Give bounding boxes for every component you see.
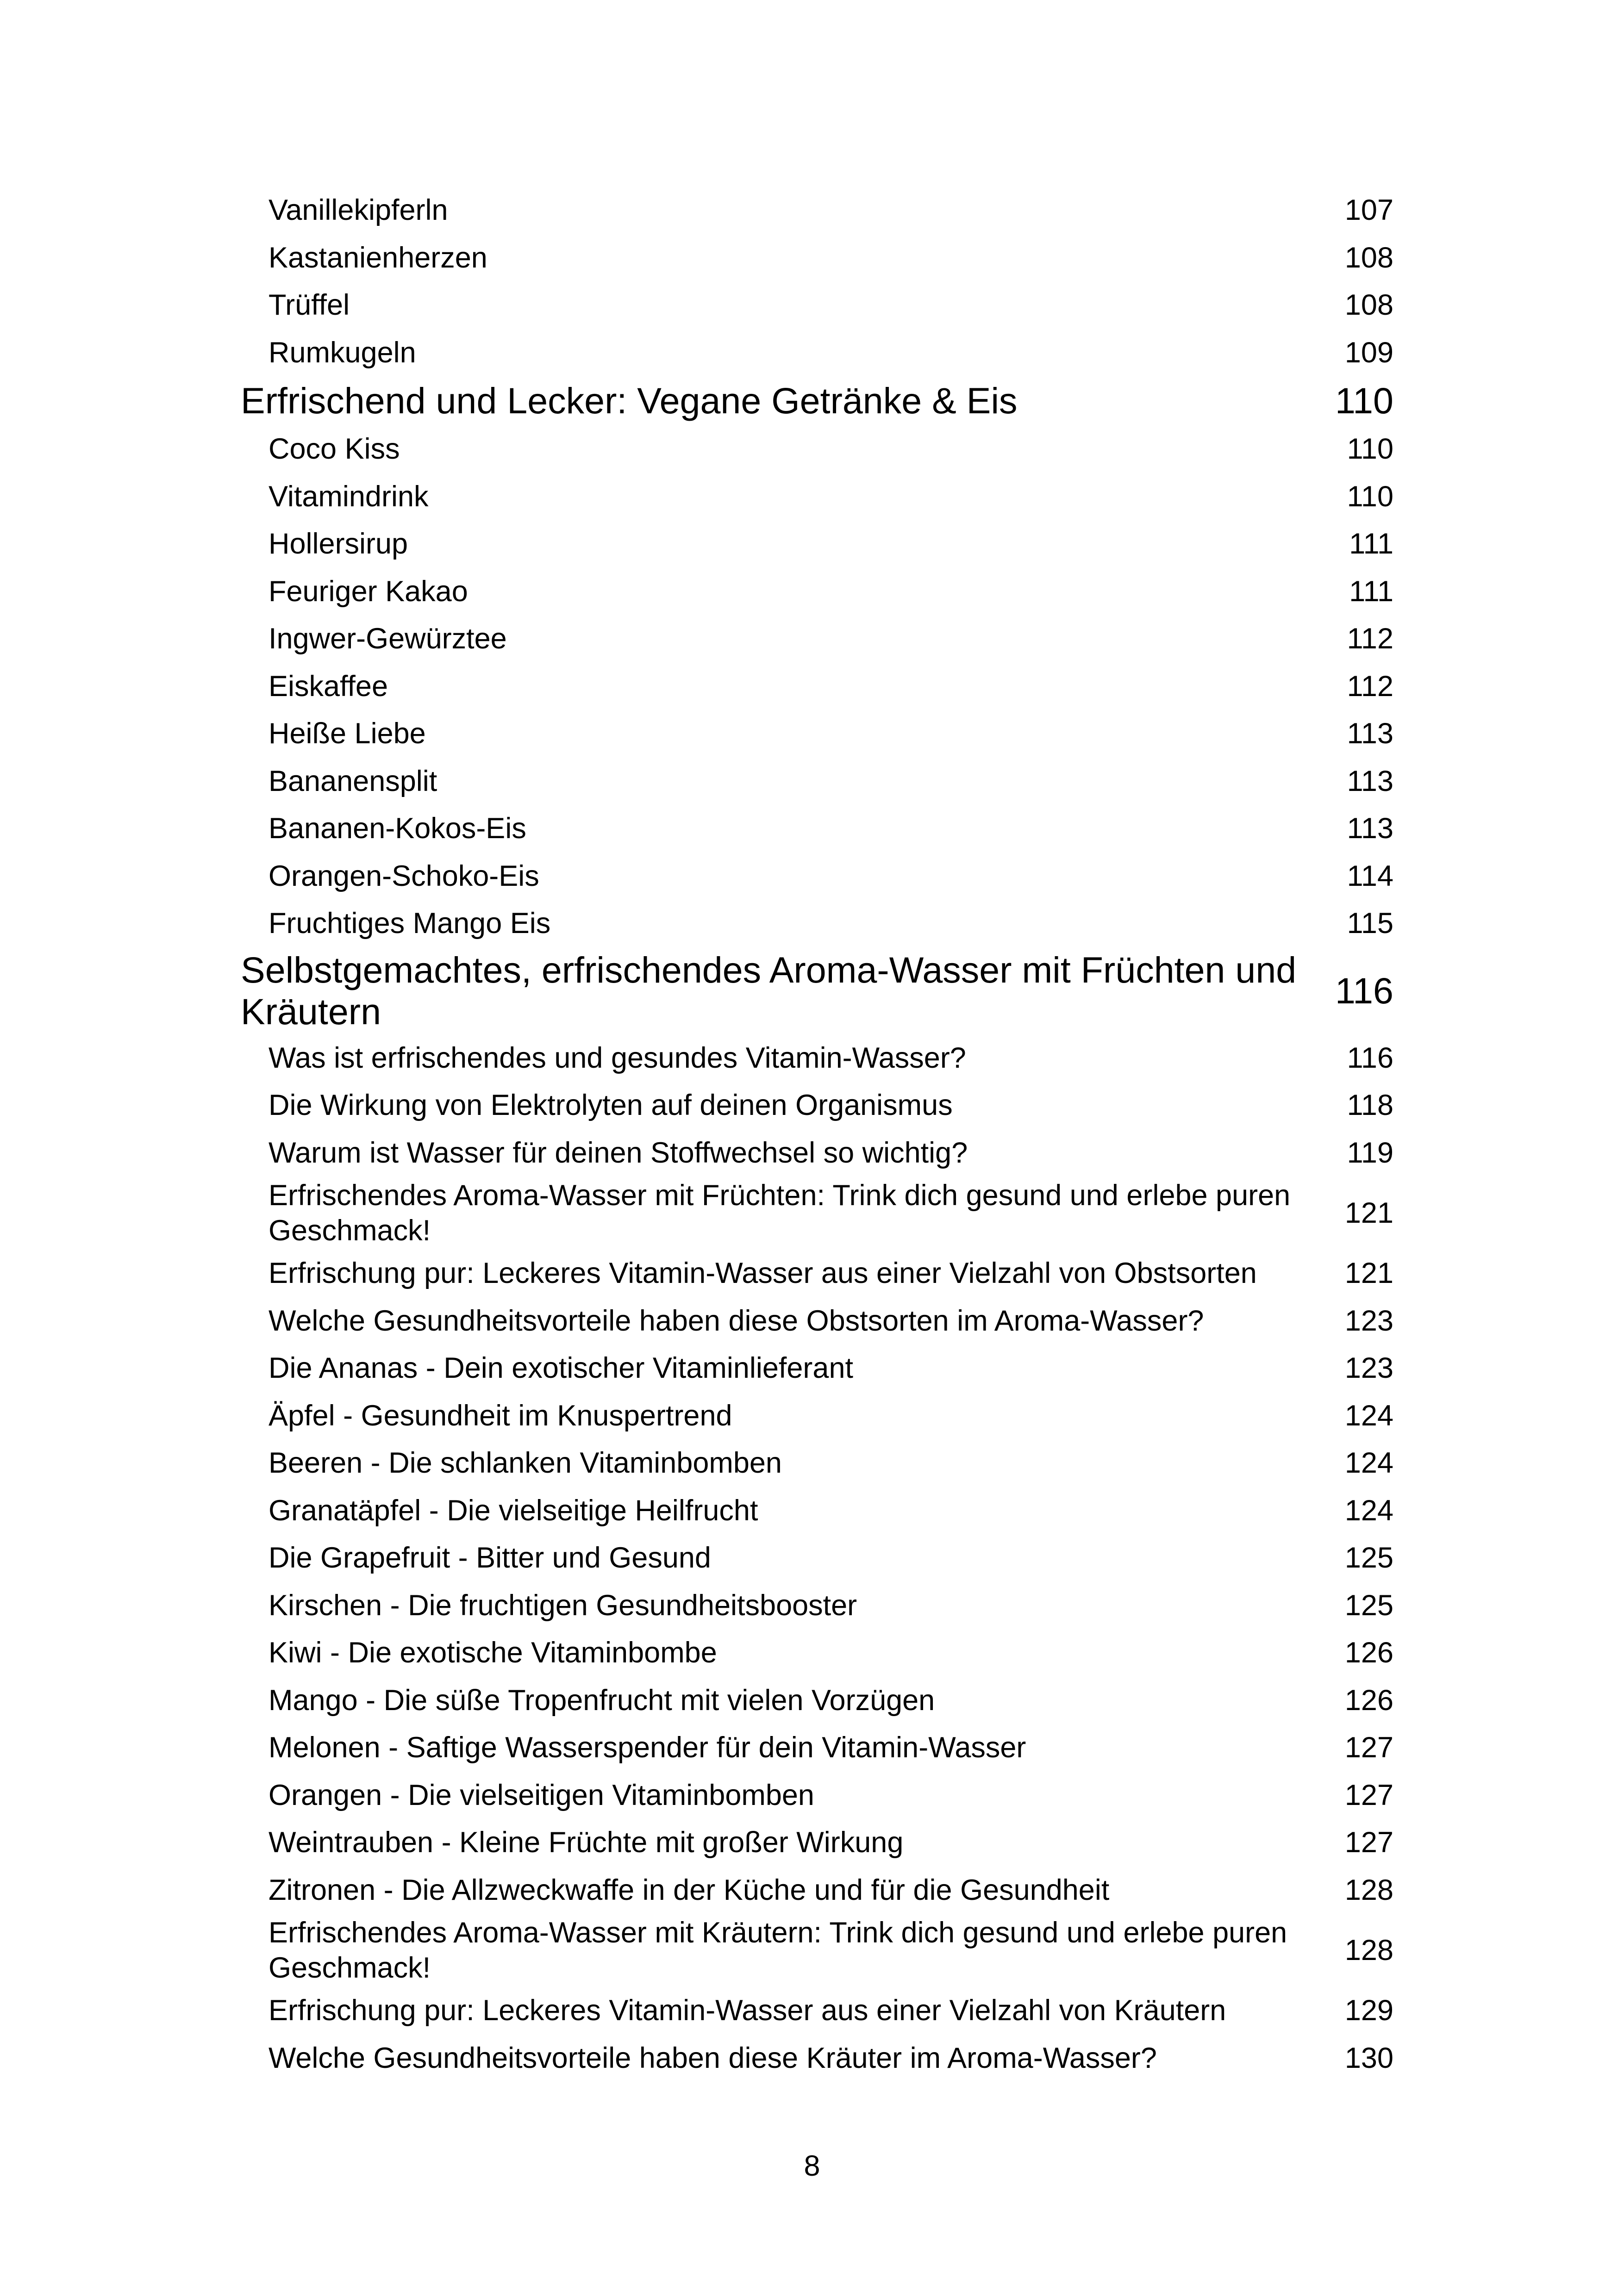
- toc-entry-title: Beeren - Die schlanken Vitaminbomben: [269, 1447, 782, 1480]
- toc-entry-title: Kastanienherzen: [269, 241, 487, 274]
- toc-entry[interactable]: [241, 425, 1393, 473]
- toc-entry-title: Kirschen - Die fruchtigen Gesundheitsbooster: [269, 1589, 857, 1622]
- toc-entry-page: 113: [1347, 812, 1393, 845]
- toc-entry[interactable]: [241, 615, 1393, 663]
- toc-entry[interactable]: [241, 1914, 1393, 1987]
- toc-chapter-page: 110: [1335, 380, 1393, 421]
- toc-entry-page: 123: [1344, 1304, 1393, 1337]
- toc-entry[interactable]: [241, 852, 1393, 900]
- toc-entry-page: 121: [1344, 1257, 1393, 1290]
- toc-entry-title: Welche Gesundheitsvorteile haben diese Obstsorten im Aroma-Wasser?: [269, 1304, 1204, 1337]
- toc-entry[interactable]: [241, 1629, 1393, 1677]
- toc-entry-title: Trüffel: [269, 289, 350, 322]
- toc-entry[interactable]: [241, 520, 1393, 568]
- toc-entry-title: Kiwi - Die exotische Vitaminbombe: [269, 1636, 717, 1669]
- toc-entry-page: 108: [1344, 241, 1393, 274]
- toc-entry-page: 110: [1347, 433, 1393, 466]
- toc-entry[interactable]: [241, 1034, 1393, 1082]
- toc-entry-page: 123: [1344, 1352, 1393, 1385]
- toc-entry-page: 128: [1344, 1873, 1393, 1906]
- toc-entry-page: 124: [1344, 1447, 1393, 1480]
- toc-entry-page: 129: [1344, 1994, 1393, 2027]
- toc-entry[interactable]: [241, 234, 1393, 282]
- toc-entry-title: Weintrauben - Kleine Früchte mit großer Wirkung: [269, 1826, 904, 1859]
- toc-entry[interactable]: [241, 1582, 1393, 1630]
- toc-entry-page: 124: [1344, 1494, 1393, 1527]
- toc-entry[interactable]: [241, 568, 1393, 616]
- toc-entry[interactable]: [241, 1297, 1393, 1345]
- toc-entry-page: 127: [1344, 1731, 1393, 1764]
- toc-entry-title: Warum ist Wasser für deinen Stoffwechsel so wichtig?: [269, 1136, 968, 1169]
- toc-entry-title: Erfrischung pur: Leckeres Vitamin-Wasser aus einer Vielzahl von Kräutern: [269, 1994, 1226, 2027]
- toc-entry[interactable]: [241, 1344, 1393, 1392]
- toc-entry[interactable]: [241, 1867, 1393, 1914]
- toc-entry-page: 126: [1344, 1684, 1393, 1717]
- toc-entry-page: 108: [1344, 289, 1393, 322]
- toc-entry-title: Erfrischung pur: Leckeres Vitamin-Wasser aus einer Vielzahl von Obstsorten: [269, 1257, 1257, 1290]
- toc-entry[interactable]: [241, 900, 1393, 947]
- toc-entry[interactable]: [241, 1439, 1393, 1487]
- toc-entry[interactable]: [241, 2035, 1393, 2082]
- toc-entry-title: Coco Kiss: [269, 433, 400, 466]
- toc-entry-page: 130: [1344, 2041, 1393, 2074]
- toc-entry-title: Orangen - Die vielseitigen Vitaminbomben: [269, 1779, 814, 1811]
- table-of-contents: [241, 187, 1393, 2082]
- toc-entry-title: Melonen - Saftige Wasserspender für dein Vitamin-Wasser: [269, 1731, 1026, 1764]
- toc-entry-page: 125: [1344, 1542, 1393, 1574]
- toc-entry-title: Orangen-Schoko-Eis: [269, 859, 539, 892]
- toc-entry[interactable]: [241, 329, 1393, 377]
- toc-entry-title: Feuriger Kakao: [269, 575, 468, 608]
- toc-entry-title: Hollersirup: [269, 528, 408, 560]
- toc-entry-title: Erfrischendes Aroma-Wasser mit Früchten: Trink dich gesund und erlebe puren Geschmack!: [269, 1179, 1291, 1247]
- toc-entry-title: Bananensplit: [269, 765, 437, 797]
- toc-entry-title: Die Wirkung von Elektrolyten auf deinen Organismus: [269, 1089, 953, 1122]
- toc-entry-title: Zitronen - Die Allzweckwaffe in der Küche und für die Gesundheit: [269, 1873, 1110, 1906]
- toc-entry-page: 109: [1344, 336, 1393, 369]
- toc-entry-page: 111: [1349, 528, 1393, 560]
- toc-entry[interactable]: [241, 1677, 1393, 1724]
- toc-entry[interactable]: [241, 663, 1393, 710]
- toc-chapter-heading[interactable]: [241, 376, 1393, 425]
- toc-entry[interactable]: [241, 1724, 1393, 1772]
- toc-entry-title: Erfrischendes Aroma-Wasser mit Kräutern: Trink dich gesund und erlebe puren Geschmack!: [269, 1916, 1287, 1984]
- toc-entry[interactable]: [241, 1987, 1393, 2035]
- toc-entry-title: Vitamindrink: [269, 480, 429, 513]
- toc-entry-title: Rumkugeln: [269, 336, 416, 369]
- toc-chapter-title: Erfrischend und Lecker: Vegane Getränke & Eis: [241, 380, 1018, 421]
- toc-entry-title: Heiße Liebe: [269, 717, 426, 750]
- toc-entry-page: 111: [1349, 575, 1393, 608]
- toc-entry-page: 127: [1344, 1826, 1393, 1859]
- toc-entry-page: 115: [1347, 907, 1393, 940]
- toc-entry[interactable]: [241, 1772, 1393, 1819]
- toc-entry[interactable]: [241, 758, 1393, 805]
- toc-entry-page: 124: [1344, 1399, 1393, 1432]
- toc-entry-title: Welche Gesundheitsvorteile haben diese Kräuter im Aroma-Wasser?: [269, 2041, 1157, 2074]
- toc-entry-page: 113: [1347, 765, 1393, 797]
- toc-entry[interactable]: [241, 1250, 1393, 1297]
- toc-entry[interactable]: [241, 1534, 1393, 1582]
- toc-entry[interactable]: [241, 187, 1393, 234]
- toc-entry-page: 113: [1347, 717, 1393, 750]
- toc-entry[interactable]: [241, 281, 1393, 329]
- toc-entry[interactable]: [241, 1176, 1393, 1250]
- toc-entry-title: Bananen-Kokos-Eis: [269, 812, 526, 845]
- toc-entry-page: 114: [1347, 859, 1393, 892]
- toc-entry-title: Was ist erfrischendes und gesundes Vitamin-Wasser?: [269, 1041, 966, 1074]
- toc-entry-page: 126: [1344, 1636, 1393, 1669]
- toc-entry-title: Mango - Die süße Tropenfrucht mit vielen Vorzügen: [269, 1684, 935, 1717]
- toc-entry-page: 127: [1344, 1779, 1393, 1811]
- toc-entry-title: Vanillekipferln: [269, 194, 448, 227]
- toc-entry-page: 121: [1344, 1197, 1393, 1229]
- toc-entry-page: 110: [1347, 480, 1393, 513]
- toc-chapter-page: 116: [1335, 970, 1393, 1011]
- toc-entry-title: Granatäpfel - Die vielseitige Heilfrucht: [269, 1494, 758, 1527]
- toc-entry-page: 116: [1347, 1041, 1393, 1074]
- toc-entry-page: 107: [1344, 194, 1393, 227]
- toc-entry-title: Ingwer-Gewürztee: [269, 622, 507, 655]
- toc-entry-page: 112: [1347, 622, 1393, 655]
- toc-entry-title: Eiskaffee: [269, 670, 388, 703]
- toc-entry-page: 128: [1344, 1934, 1393, 1966]
- toc-entry-page: 119: [1347, 1136, 1393, 1169]
- page-number: 8: [804, 2150, 820, 2182]
- toc-entry[interactable]: [241, 1487, 1393, 1535]
- toc-entry[interactable]: [241, 710, 1393, 758]
- toc-entry-page: 118: [1347, 1089, 1393, 1122]
- toc-entry[interactable]: [241, 1129, 1393, 1177]
- toc-entry[interactable]: [241, 473, 1393, 521]
- toc-entry[interactable]: [241, 805, 1393, 852]
- toc-entry-page: 125: [1344, 1589, 1393, 1622]
- toc-entry-title: Die Ananas - Dein exotischer Vitaminlieferant: [269, 1352, 853, 1385]
- toc-chapter-heading[interactable]: [241, 947, 1393, 1034]
- toc-entry-title: Fruchtiges Mango Eis: [269, 907, 551, 940]
- toc-entry-page: 112: [1347, 670, 1393, 703]
- toc-entry-title: Die Grapefruit - Bitter und Gesund: [269, 1542, 711, 1574]
- toc-entry[interactable]: [241, 1819, 1393, 1867]
- toc-entry-title: Äpfel - Gesundheit im Knuspertrend: [269, 1399, 732, 1432]
- toc-entry[interactable]: [241, 1082, 1393, 1129]
- toc-entry[interactable]: [241, 1392, 1393, 1440]
- toc-chapter-title: Selbstgemachtes, erfrischendes Aroma-Wasser mit Früchten und Kräutern: [241, 949, 1297, 1032]
